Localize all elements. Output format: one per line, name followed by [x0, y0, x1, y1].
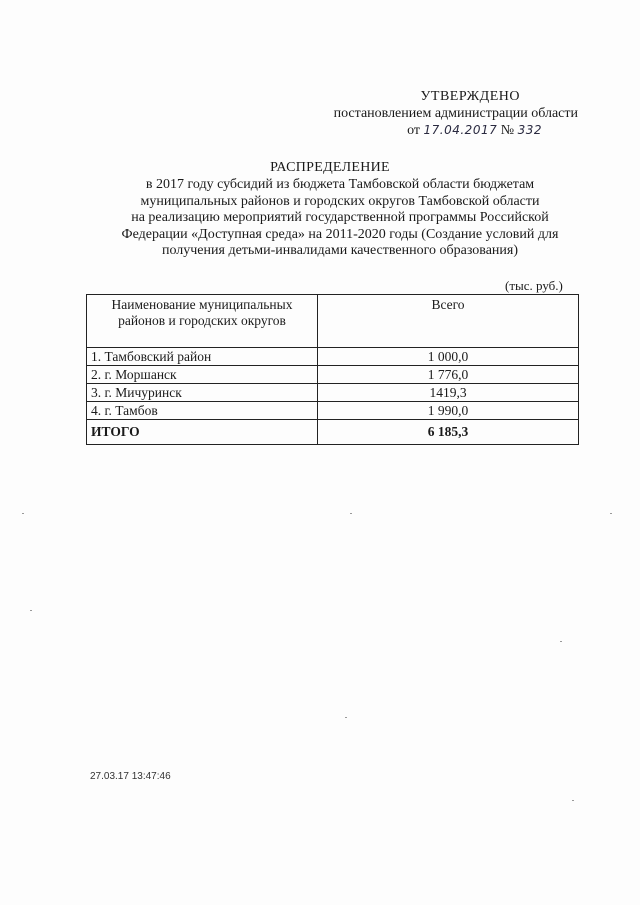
approval-issuer: постановлением администрации области [333, 106, 578, 121]
approval-dateline [300, 122, 590, 139]
approval-block [300, 88, 590, 139]
scan-speck [345, 717, 347, 718]
row-value: 1419,3 [318, 384, 579, 402]
subtitle-line: на реализацию мероприятий государственной программы Российской [131, 210, 549, 225]
scan-speck [610, 513, 612, 514]
row-name: 2. г. Моршанск [87, 366, 318, 384]
handwritten-date: 17.04.2017 [423, 123, 498, 137]
row-value: 1 000,0 [318, 348, 579, 366]
header-total: Всего [318, 295, 579, 348]
table-total-row [87, 420, 579, 445]
row-name: 3. г. Мичуринск [87, 384, 318, 402]
table-row [87, 384, 579, 402]
scan-speck [350, 513, 352, 514]
table-row [87, 366, 579, 384]
table-row [87, 402, 579, 420]
print-timestamp: 27.03.17 13:47:46 [90, 771, 171, 782]
subtitle-line: Федерации «Доступная среда» на 2011-2020 годы (Создание условий для [121, 226, 559, 242]
document-title: РАСПРЕДЕЛЕНИЕ [270, 160, 390, 175]
scan-speck [22, 513, 24, 514]
header-name: Наименование муниципальных районов и городских округов [87, 295, 318, 348]
subtitle-line: получения детьми-инвалидами качественного образования) [161, 243, 519, 258]
row-value: 1 990,0 [318, 402, 579, 420]
distribution-table [86, 294, 579, 445]
table-row [87, 348, 579, 366]
document-subtitle [90, 177, 590, 260]
total-label: ИТОГО [87, 420, 318, 445]
approval-stamp: УТВЕРЖДЕНО [420, 89, 520, 104]
scan-speck [560, 641, 562, 642]
scan-speck [572, 800, 574, 801]
row-name: 1. Тамбовский район [87, 348, 318, 366]
total-value: 6 185,3 [318, 420, 579, 445]
date-prefix: от [407, 123, 421, 138]
table-header-row [87, 295, 579, 348]
subtitle-line: муниципальных районов и городских округов Тамбовской области [140, 193, 540, 209]
subtitle-line: в 2017 году субсидий из бюджета Тамбовской области бюджетам [145, 177, 535, 192]
handwritten-number: 332 [517, 123, 542, 137]
units-label: (тыс. руб.) [505, 278, 563, 293]
scan-speck [30, 610, 32, 611]
number-sign: № [500, 123, 515, 138]
row-value: 1 776,0 [318, 366, 579, 384]
row-name: 4. г. Тамбов [87, 402, 318, 420]
